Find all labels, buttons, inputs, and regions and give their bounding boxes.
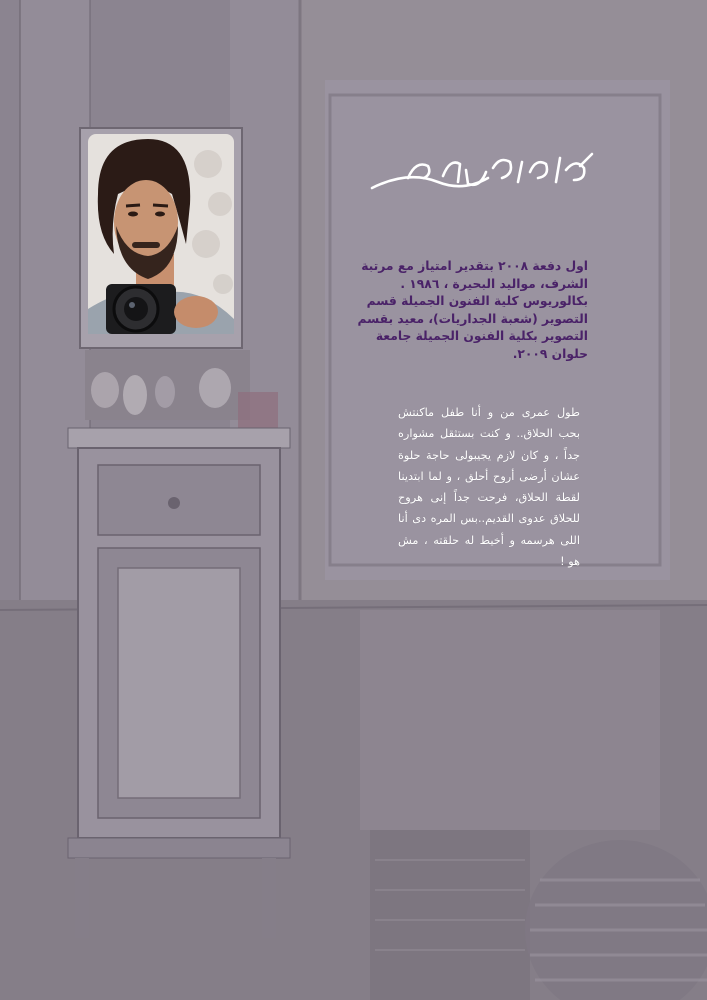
artist-signature-logo (368, 148, 598, 200)
artist-quote-text: طول عمرى من و أنا طفل ماكنتش بحب الحلاق.. و كنت بستثقل مشواره جداً ، و كان لازم يجيبولى حاجة حلوة عشان أرضى أروح أحلق ، و لما ابتدينا لقطة الحلاق، فرحت جداً إنى هروح للحلاق عدوى القديم..بس المره دى أنا اللى هرسمه و أخيط له حلقته ، مش هو ! (398, 406, 580, 569)
artist-bio-text: اول دفعة ٢٠٠٨ بتقدير امتياز مع مرتبة الشرف، مواليد البحيرة ، ١٩٨٦ . بكالوريوس كلية الفنون الجميلة قسم التصوير (شعبة الجداريات)، معيد بقسم التصوير بكلية الفنون الجميلة جامعة حلوان ٢٠٠٩. (357, 259, 588, 361)
artist-portrait-image (88, 134, 234, 334)
